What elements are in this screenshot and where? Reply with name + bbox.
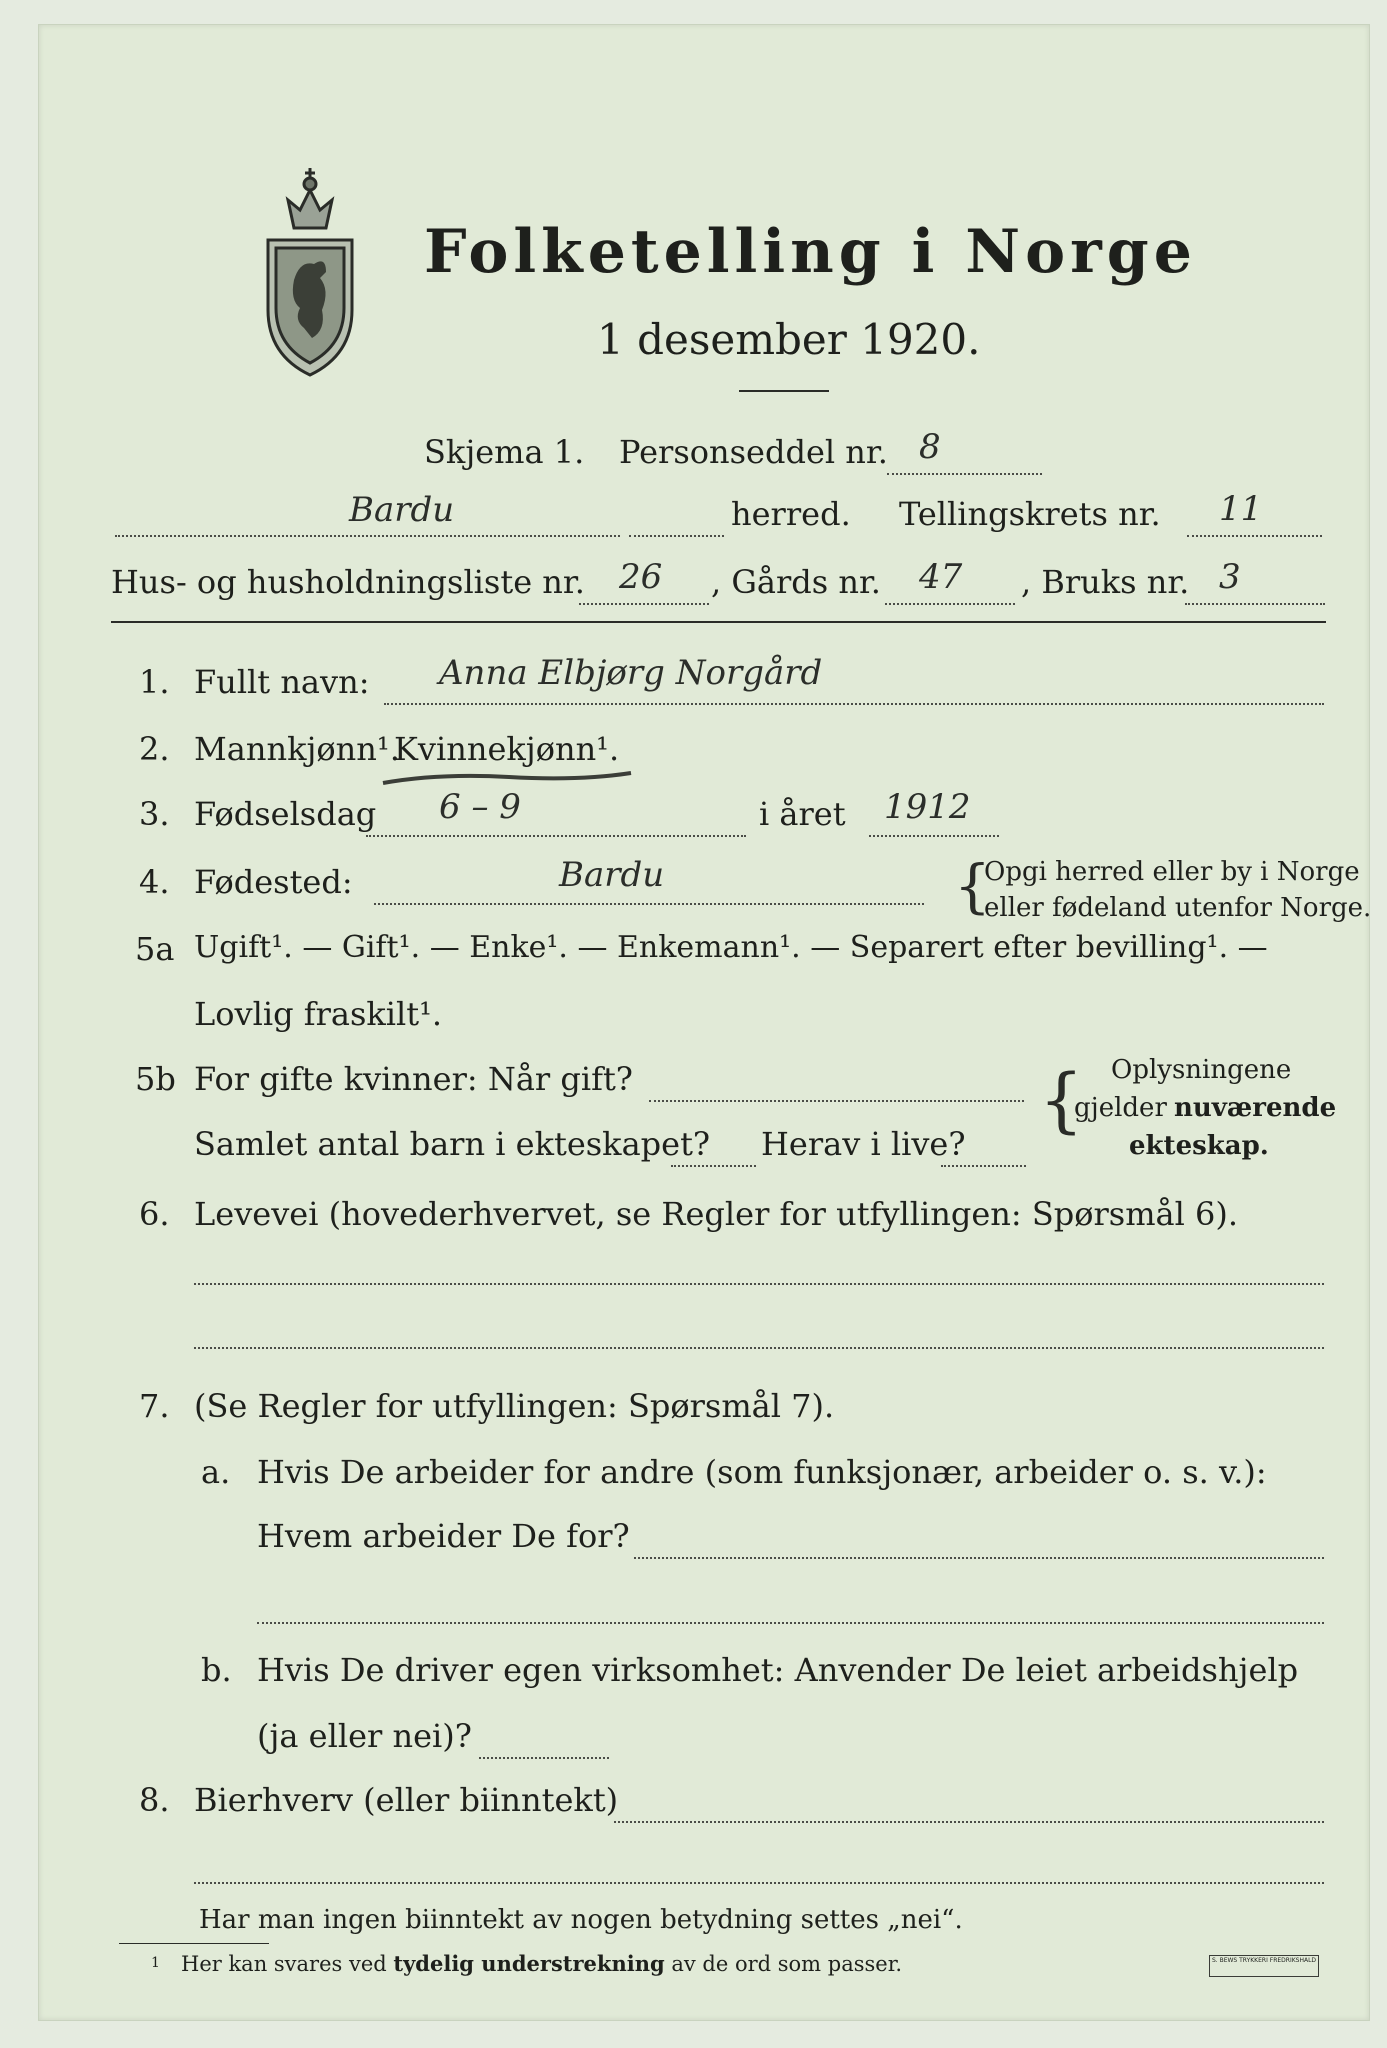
q7b-letter: b. (201, 1651, 232, 1689)
q1-number: 1. (139, 663, 170, 701)
q5a-number: 5a (135, 930, 175, 968)
q1-line (384, 703, 1324, 705)
gards-value: 47 (919, 557, 963, 597)
herred-label: herred. (731, 495, 851, 533)
household-line (579, 603, 709, 605)
q7-label: (Se Regler for utfyllingen: Spørsmål 7). (194, 1387, 835, 1425)
q5b-line-2a: Samlet antal barn i ekteskapet? (194, 1125, 711, 1163)
q5b-note-1: Oplysningene (1111, 1055, 1292, 1085)
q7b-line-2: (ja eller nei)? (257, 1717, 472, 1755)
birthdate-value: 6 – 9 (439, 787, 521, 827)
q5b-line-1-dots (649, 1100, 1024, 1102)
q8-label: Bierhverv (eller biinntekt) (194, 1781, 619, 1819)
q3-line (366, 835, 746, 837)
q3-year-line (869, 835, 999, 837)
footnote-text-b: tydelig understrekning (393, 1951, 665, 1976)
q5b-line-2b: Herav i live? (761, 1125, 966, 1163)
q4-note-2: eller fødeland utenfor Norge. (984, 893, 1372, 923)
q5b-line-2b-dots (941, 1165, 1026, 1167)
q6-number: 6. (139, 1195, 170, 1233)
footnote-text-a: Her kan svares ved (181, 1952, 387, 1976)
q1-label: Fullt navn: (194, 663, 370, 701)
title-divider (739, 390, 829, 392)
herred-line (115, 535, 620, 537)
q6-label: Levevei (hovederhvervet, se Regler for utfyllingen: Spørsmål 6). (194, 1195, 1239, 1233)
footnote-mark: 1 (151, 1955, 160, 1971)
q7-number: 7. (139, 1387, 170, 1425)
gards-label: , Gårds nr. (711, 563, 881, 601)
q2-number: 2. (139, 730, 170, 768)
q5b-note-3: ekteskap. (1129, 1131, 1269, 1161)
birthplace-value: Bardu (559, 855, 665, 895)
q5a-line-1: Ugift¹. — Gift¹. — Enke¹. — Enkemann¹. — Separert efter bevilling¹. — (194, 930, 1268, 965)
printer-mark: S. BEWS TRYKKERI FREDRIKSHALD (1209, 1955, 1319, 1977)
herred-value: Bardu (349, 490, 455, 530)
q4-label: Fødested: (194, 863, 353, 901)
q2-female: Kvinnekjønn¹. (394, 730, 620, 768)
q4-note-1: Opgi herred eller by i Norge (984, 857, 1360, 887)
q7a-line-2: Hvem arbeider De for? (257, 1517, 630, 1555)
schema-label: Skjema 1. (424, 433, 585, 471)
herred-line-2 (629, 535, 724, 537)
q5b-note-2a: gjelder (1074, 1093, 1167, 1123)
q5a-line-2: Lovlig fraskilt¹. (194, 995, 443, 1033)
footnote-text (181, 1951, 902, 1976)
norway-coat-of-arms-icon (264, 160, 356, 378)
q4-brace: { (954, 852, 991, 920)
q7a-line-3-dots (257, 1622, 1324, 1624)
footer-note: Har man ingen biinntekt av nogen betydning settes „nei“. (199, 1905, 963, 1935)
bruks-value: 3 (1219, 557, 1241, 597)
q5b-number: 5b (135, 1060, 176, 1098)
form-title: Folketelling i Norge (424, 217, 1197, 287)
q4-line (374, 903, 924, 905)
footnote-divider (119, 1943, 269, 1944)
census-form (38, 24, 1370, 2021)
q4-number: 4. (139, 863, 170, 901)
q6-line-2 (194, 1347, 1324, 1349)
q5b-line-1: For gifte kvinner: Når gift? (194, 1060, 633, 1098)
q5b-note-2b: nuværende (1174, 1093, 1337, 1123)
tellingskrets-label: Tellingskrets nr. (899, 495, 1161, 533)
personseddel-value: 8 (919, 427, 941, 467)
header-divider (111, 621, 1326, 623)
census-date: 1 desember 1920. (597, 315, 981, 364)
q7a-line-1: Hvis De arbeider for andre (som funksjonær, arbeider o. s. v.): (257, 1453, 1267, 1491)
personseddel-label: Personseddel nr. (619, 433, 888, 471)
household-value: 26 (619, 557, 663, 597)
tellingskrets-value: 11 (1219, 489, 1263, 529)
q8-number: 8. (139, 1781, 170, 1819)
q2-male: Mannkjønn¹. (194, 730, 400, 768)
q3-year-label: i året (759, 795, 846, 833)
household-label: Hus- og husholdningsliste nr. (111, 563, 585, 601)
female-underline-mark (379, 769, 639, 789)
q7b-line-1: Hvis De driver egen virksomhet: Anvender De leiet arbeidshjelp (257, 1651, 1299, 1689)
q8-line-1 (614, 1821, 1324, 1823)
birthyear-value: 1912 (884, 787, 971, 827)
q3-number: 3. (139, 795, 170, 833)
bruks-label: , Bruks nr. (1021, 563, 1190, 601)
personseddel-line (887, 473, 1042, 475)
q5b-line-2a-dots (671, 1165, 756, 1167)
footnote-text-c: av de ord som passer. (671, 1952, 903, 1976)
q7a-letter: a. (201, 1453, 231, 1491)
q8-line-2 (194, 1882, 1324, 1884)
q3-label: Fødselsdag (194, 795, 377, 833)
gards-line (885, 603, 1015, 605)
full-name-value: Anna Elbjørg Norgård (439, 653, 823, 693)
q5b-brace: { (1039, 1059, 1084, 1141)
q7a-line-2-dots (634, 1557, 1324, 1559)
tellingskrets-line (1187, 535, 1322, 537)
bruks-line (1185, 603, 1325, 605)
q7b-line-2-dots (479, 1757, 609, 1759)
q6-line-1 (194, 1283, 1324, 1285)
